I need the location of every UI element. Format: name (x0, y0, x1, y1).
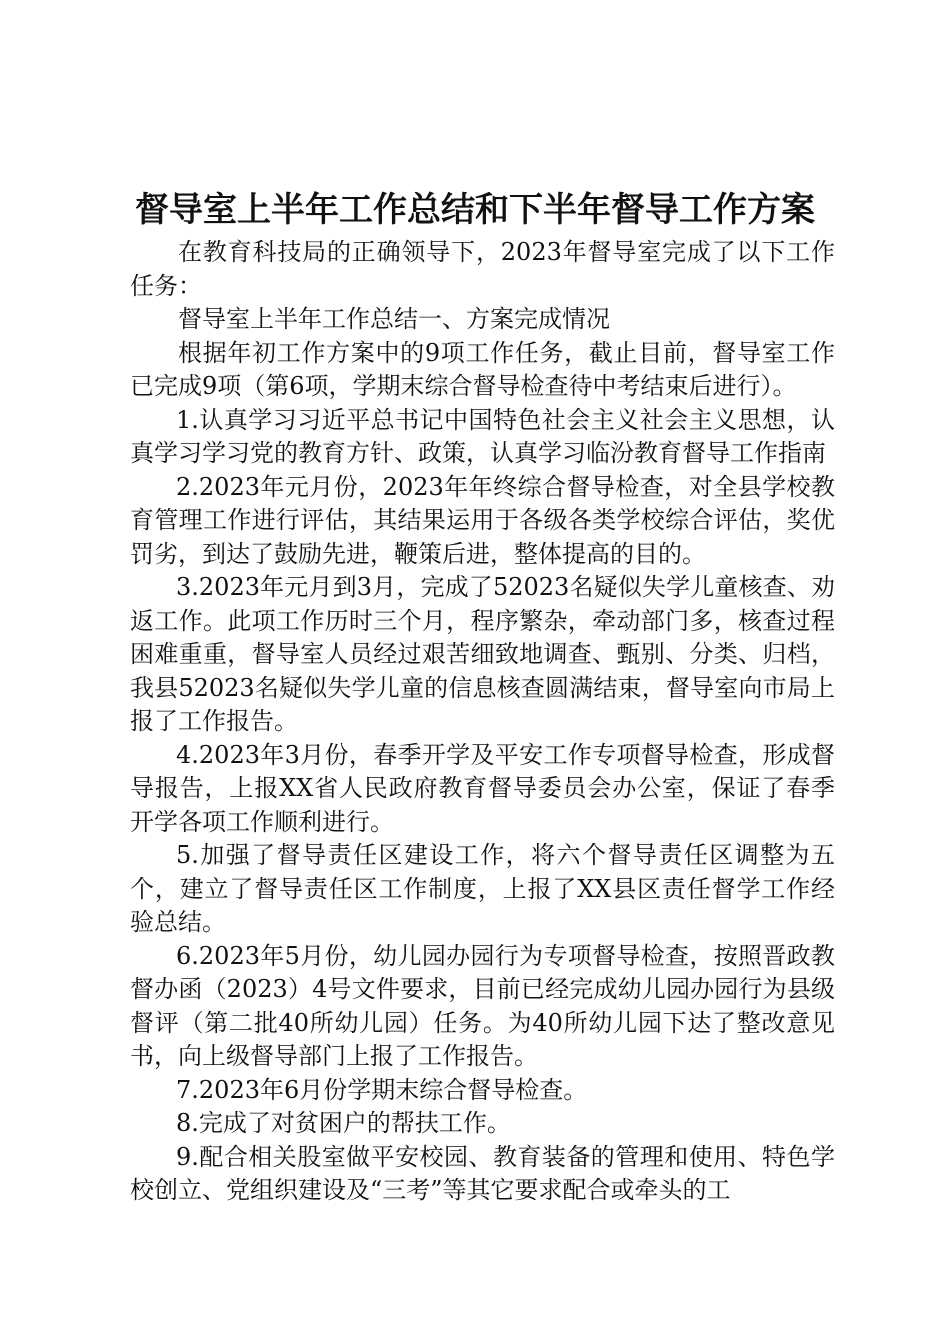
intro-paragraph: 在教育科技局的正确领导下，2023年督导室完成了以下工作任务： (130, 238, 835, 300)
section-heading: 督导室上半年工作总结一、方案完成情况 (178, 305, 610, 333)
list-item-8: 8.完成了对贫困户的帮扶工作。 (176, 1109, 511, 1137)
list-item-5: 5.加强了督导责任区建设工作，将六个督导责任区调整为五个，建立了督导责任区工作制度，上报了XX县区责任督学工作经验总结。 (130, 841, 835, 936)
list-item-1: 1.认真学习习近平总书记中国特色社会主义社会主义思想，认真学习学习党的教育方针、政策，认真学习临汾教育督导工作指南 (130, 405, 835, 467)
list-item-3: 3.2023年元月到3月，完成了52023名疑似失学儿童核查、劝返工作。此项工作历时三个月，程序繁杂，牵动部门多，核查过程困难重重，督导室人员经过艰苦细致地调查、甄别、分类、归档，我县52023名疑似失学儿童的信息核查圆满结束，督导室向市局上报了工作报告。 (130, 573, 835, 735)
document-title: 督导室上半年工作总结和下半年督导工作方案 (135, 190, 815, 230)
list-item-6: 6.2023年5月份，幼儿园办园行为专项督导检查，按照晋政教督办函（2023）4号文件要求，目前已经完成幼儿园办园行为县级督评（第二批40所幼儿园）任务。为40所幼儿园下达了整改意见书，向上级督导部门上报了工作报告。 (130, 941, 835, 1070)
list-item-7: 7.2023年6月份学期末综合督导检查。 (176, 1075, 588, 1104)
list-item-4: 4.2023年3月份，春季开学及平安工作专项督导检查，形成督导报告，上报XX省人民政府教育督导委员会办公室，保证了春季开学各项工作顺利进行。 (130, 740, 835, 836)
summary-paragraph: 根据年初工作方案中的9项工作任务，截止目前，督导室工作已完成9项（第6项，学期末综合督导检查待中考结束后进行）。 (130, 338, 835, 400)
list-item-9: 9.配合相关股室做平安校园、教育装备的管理和使用、特色学校创立、党组织建设及“三考”等其它要求配合或牵头的工 (130, 1142, 835, 1204)
list-item-2: 2.2023年元月份，2023年年终综合督导检查，对全县学校教育管理工作进行评估，其结果运用于各级各类学校综合评估，奖优罚劣，到达了鼓励先进，鞭策后进，整体提高的目的。 (130, 472, 835, 568)
document-body (130, 236, 835, 1208)
